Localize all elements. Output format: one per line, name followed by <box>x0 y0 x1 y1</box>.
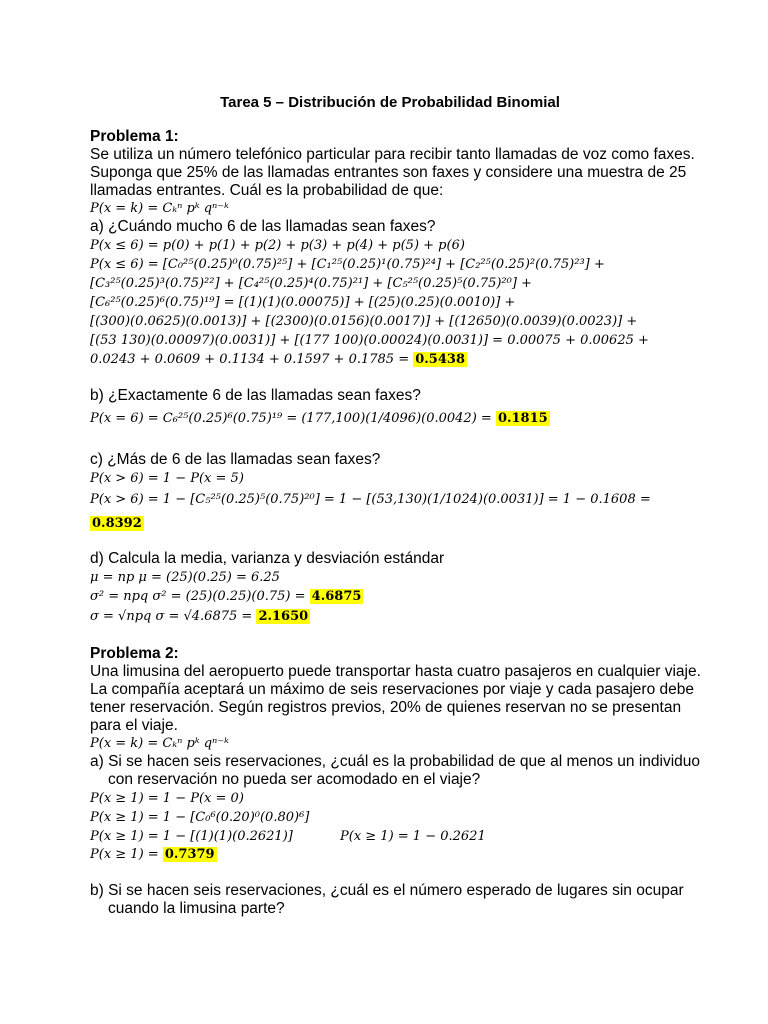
question-2b: b) Si se hacen seis reservaciones, ¿cuál es el número esperado de lugares sin ocupar <box>90 882 684 899</box>
solution-2a-result <box>90 846 217 864</box>
problem-2-text-line: para el viaje. <box>90 717 178 734</box>
solution-2a-equation: P(x ≥ 1) = <box>90 847 159 862</box>
solution-1d-mean: μ = np μ = (25)(0.25) = 6.25 <box>90 570 280 585</box>
answer-1a-highlight: 0.5438 <box>415 352 465 367</box>
solution-1a-line: [(300)(0.0625)(0.0013)] + [(2300)(0.0156)(0.0017)] + [(12650)(0.0039)(0.0023)] + <box>90 314 638 329</box>
question-1a: a) ¿Cuándo mucho 6 de las llamadas sean faxes? <box>90 218 436 235</box>
question-1d: d) Calcula la media, varianza y desviación estándar <box>90 550 445 567</box>
question-1b: b) ¿Exactamente 6 de las llamadas sean faxes? <box>90 387 421 404</box>
binomial-formula: P(x = k) = Cₖⁿ pᵏ qⁿ⁻ᵏ <box>90 736 229 751</box>
question-2a: a) Si se hacen seis reservaciones, ¿cuál es la probabilidad de que al menos un individuo <box>90 753 701 770</box>
solution-1a-line: [C₆²⁵(0.25)⁶(0.75)¹⁹] = [(1)(1)(0.00075)] + [(25)(0.25)(0.0010)] + <box>90 295 516 310</box>
solution-1d-variance <box>90 588 363 606</box>
problem-2-text-line: La compañía aceptará un máximo de seis reservaciones por viaje y cada pasajero debe <box>90 681 694 698</box>
problem-2-heading: Problema 2: <box>90 645 179 662</box>
solution-2a-line: P(x ≥ 1) = 1 − P(x = 0) <box>90 791 244 806</box>
answer-1c-highlight: 0.8392 <box>92 516 142 531</box>
solution-1c-line: P(x > 6) = 1 − [C₅²⁵(0.25)⁵(0.75)²⁰] = 1 − [(53,130)(1/1024)(0.0031)] = 1 − 0.1608 = <box>90 492 651 507</box>
solution-1b-equation: P(x = 6) = C₆²⁵(0.25)⁶(0.75)¹⁹ = (177,100)(1/4096)(0.0042) = <box>90 411 492 426</box>
binomial-formula: P(x = k) = Cₖⁿ pᵏ qⁿ⁻ᵏ <box>90 201 229 216</box>
answer-2a-highlight: 0.7379 <box>164 847 215 862</box>
solution-1a-sum: 0.0243 + 0.0609 + 0.1134 + 0.1597 + 0.1785 = <box>90 352 410 367</box>
solution-1c-result <box>90 515 144 533</box>
variance-equation: σ² = npq σ² = (25)(0.25)(0.75) = <box>90 589 306 604</box>
answer-variance-highlight: 4.6875 <box>311 589 362 604</box>
solution-2a-line: P(x ≥ 1) = 1 − 0.2621 <box>340 829 486 844</box>
problem-1-heading: Problema 1: <box>90 128 179 145</box>
document-title: Tarea 5 – Distribución de Probabilidad Binomial <box>220 94 560 111</box>
problem-1-text-line: Se utiliza un número telefónico particular para recibir tanto llamadas de voz como faxes. <box>90 146 695 163</box>
stddev-equation: σ = √npq σ = √4.6875 = <box>90 609 253 624</box>
solution-1a-line: P(x ≤ 6) = [C₀²⁵(0.25)⁰(0.75)²⁵] + [C₁²⁵(0.25)¹(0.75)²⁴] + [C₂²⁵(0.25)²(0.75)²³] + <box>90 257 605 272</box>
answer-1b-highlight: 0.1815 <box>497 411 548 426</box>
solution-2a-line: P(x ≥ 1) = 1 − [(1)(1)(0.2621)] <box>90 829 293 844</box>
solution-1a-line: P(x ≤ 6) = p(0) + p(1) + p(2) + p(3) + p(4) + p(5) + p(6) <box>90 238 465 253</box>
solution-1a-line: [C₃²⁵(0.25)³(0.75)²²] + [C₄²⁵(0.25)⁴(0.75)²¹] + [C₅²⁵(0.25)⁵(0.75)²⁰] + <box>90 276 532 291</box>
solution-1a-result <box>90 351 467 369</box>
solution-1c-line: P(x > 6) = 1 − P(x = 5) <box>90 471 244 486</box>
solution-2a-line: P(x ≥ 1) = 1 − [C₀⁶(0.20)⁰(0.80)⁶] <box>90 810 310 825</box>
question-2b-cont: cuando la limusina parte? <box>108 900 285 917</box>
solution-1b <box>90 410 550 428</box>
problem-2-text-line: Una limusina del aeropuerto puede transportar hasta cuatro pasajeros en cualquier viaje. <box>90 663 701 680</box>
problem-2-text-line: tener reservación. Según registros previos, 20% de quienes reservan no se presentan <box>90 699 682 716</box>
answer-stddev-highlight: 2.1650 <box>258 609 309 624</box>
question-2a-cont: con reservación no pueda ser acomodado en el viaje? <box>108 771 481 788</box>
question-1c: c) ¿Más de 6 de las llamadas sean faxes? <box>90 451 381 468</box>
problem-1-text-line: Suponga que 25% de las llamadas entrantes son faxes y considere una muestra de 25 <box>90 164 687 181</box>
problem-1-text-line: llamadas entrantes. Cuál es la probabilidad de que: <box>90 182 444 199</box>
solution-1d-stddev <box>90 608 310 626</box>
solution-1a-line: [(53 130)(0.00097)(0.0031)] + [(177 100)(0.00024)(0.0031)] = 0.00075 + 0.00625 + <box>90 333 649 348</box>
